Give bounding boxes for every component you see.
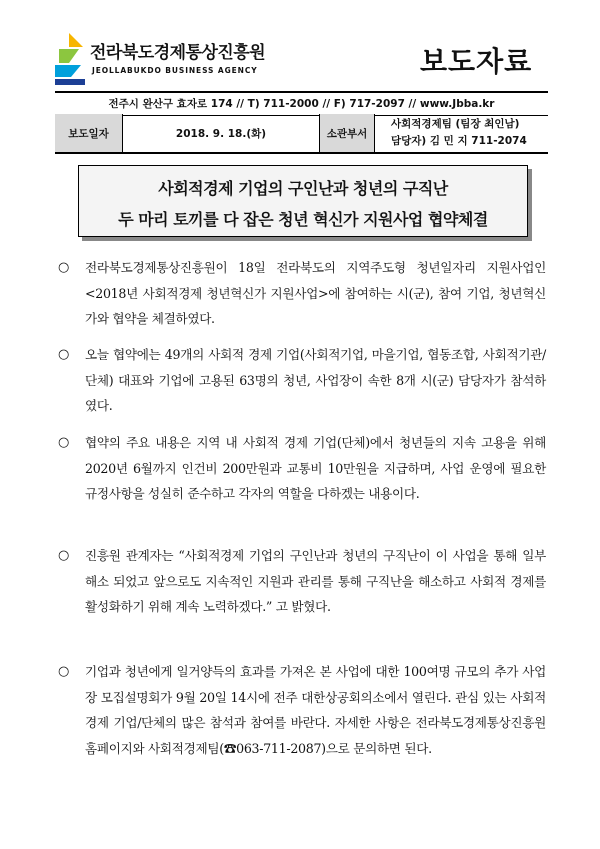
bullet-circle-icon: ○	[58, 435, 70, 450]
document-type-title: 보도자료	[420, 45, 533, 78]
org-name: 전라북도경제통상진흥원	[90, 43, 266, 63]
paragraph-text: 기업과 청년에게 일거양득의 효과를 가져온 본 사업에 대한 100여명 규모의 추가 사업장 모집설명회가 9월 20일 14시에 전주 대한상공회의소에서 열린다. 관심 있는 사회적 경제 기업/단체의 많은 참석과 참여를 바란다. 자세한 사항은 전라북도경제통상진흥원 홈페이지와 사회적경제팀(☎063-711-2087)으로 문의하면 된다.	[85, 664, 546, 756]
headline-box	[78, 165, 528, 237]
bullet-circle-icon: ○	[58, 347, 70, 362]
paragraph-text: 전라북도경제통상진흥원이 18일 전라북도의 지역주도형 청년일자리 지원사업인 <2018년 사회적경제 청년혁신가 지원사업>에 참여하는 시(군), 참여 기업, 청년혁신가와 협약을 체결하였다.	[85, 260, 546, 326]
org-name-english: JEOLLABUKDO BUSINESS AGENCY	[92, 66, 258, 75]
paragraph	[58, 342, 546, 419]
dept-contact: 담당자) 김 민 지 711-2074	[391, 135, 527, 147]
headline-line-1: 사회적경제 기업의 구인난과 청년의 구직난	[158, 179, 448, 198]
contact-info-bar: 전주시 완산구 효자로 174 // T) 711-2000 // F) 717-2097 // www.Jbba.kr	[55, 91, 548, 116]
paragraph	[58, 543, 546, 620]
paragraph	[58, 659, 546, 761]
bullet-circle-icon: ○	[58, 548, 70, 563]
dept-label: 소관부서	[320, 114, 375, 152]
date-label: 보도일자	[55, 114, 123, 152]
paragraph	[58, 255, 546, 332]
info-table	[55, 114, 548, 154]
bullet-circle-icon: ○	[58, 260, 70, 275]
agency-logo-icon	[55, 33, 85, 85]
date-value: 2018. 9. 18.(화)	[123, 114, 320, 152]
headline-line-2: 두 마리 토끼를 다 잡은 청년 혁신가 지원사업 협약체결	[118, 210, 488, 229]
bullet-circle-icon: ○	[58, 664, 70, 679]
dept-value	[375, 114, 548, 152]
paragraph-text: 진흥원 관계자는 “사회적경제 기업의 구인난과 청년의 구직난이 이 사업을 통해 일부 해소 되었고 앞으로도 지속적인 지원과 관리를 통해 구직난을 해소하고 사회적 경제를 활성화하기 위해 계속 노력하겠다.” 고 밝혔다.	[85, 548, 546, 614]
paragraph-text: 협약의 주요 내용은 지역 내 사회적 경제 기업(단체)에서 청년들의 지속 고용을 위해 2020년 6월까지 인건비 200만원과 교통비 10만원을 지급하며, 사업 운영에 필요한 규정사항을 성실히 준수하고 각자의 역할을 다하겠는 내용이다.	[85, 435, 546, 501]
paragraph-text: 오늘 협약에는 49개의 사회적 경제 기업(사회적기업, 마을기업, 협동조합, 사회적기관/단체) 대표와 기업에 고용된 63명의 청년, 사업장이 속한 8개 시(군) 담당자가 참석하였다.	[85, 347, 546, 413]
paragraph	[58, 430, 546, 507]
dept-team: 사회적경제팀 (팀장 최인남)	[391, 118, 520, 130]
